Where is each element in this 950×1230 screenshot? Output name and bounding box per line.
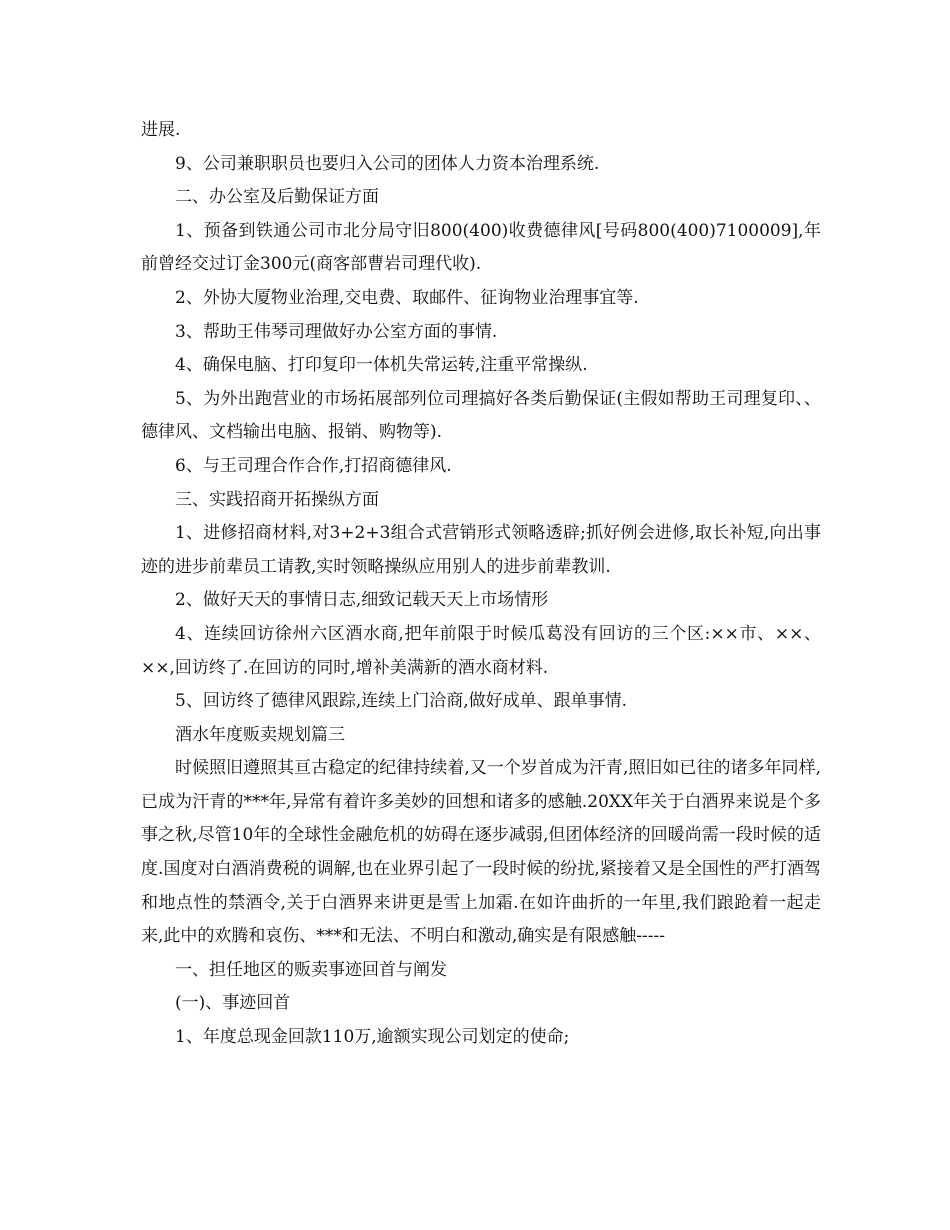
document-body [141, 114, 821, 1055]
paragraph: 进展. [141, 120, 181, 140]
paragraph: 2、做好天天的事情日志,细致记载天天上市场情形 [175, 590, 549, 611]
paragraph: 5、为外出跑营业的市场拓展部列位司理搞好各类后勤保证(主假如帮助王司理复印、、德律风、文档输出电脑、报销、购物等). [141, 388, 821, 443]
paragraph: 2、外协大厦物业治理,交电费、取邮件、征询物业治理事宜等. [175, 287, 639, 308]
paragraph: 4、确保电脑、打印复印一体机失常运转,注重平常操纵. [175, 355, 588, 376]
paragraph: 9、公司兼职职员也要归入公司的团体人力资本治理系统. [175, 153, 600, 174]
subsection-heading: (一)、事迹回首 [175, 993, 291, 1014]
paragraph: 时候照旧遵照其亘古稳定的纪律持续着,又一个岁首成为汗青,照旧如已往的诸多年同样,已成为汗青的***年,异常有着许多美妙的回想和诸多的感触.20XX年关于白酒界来说是个多事之秋,尽管10年的全球性金融危机的妨碍在逐步减弱,但团体经济的回暖尚需一段时候的适度.国度对白酒消费税的调解,也在业界引起了一段时候的纷扰,紧接着又是全国性的严打酒驾和地点性的禁酒令,关于白酒界来讲更是雪上加霜.在如许曲折的一年里,我们踉跄着一起走来,此中的欢腾和哀伤、***和无法、不明白和激动,确实是有限感触----- [141, 758, 821, 947]
paragraph: 1、年度总现金回款110万,逾额实现公司划定的使命; [175, 1027, 570, 1048]
paragraph: 1、进修招商材料,对3+2+3组合式营销形式领略透辟;抓好例会进修,取长补短,向出事迹的进步前辈员工请教,实时领略操纵应用别人的进步前辈教训. [141, 523, 821, 577]
section-heading: 一、担任地区的贩卖事迹回首与阐发 [175, 959, 447, 980]
section-heading: 二、办公室及后勤保证方面 [175, 187, 379, 208]
paragraph: 4、连续回访徐州六区酒水商,把年前限于时候瓜葛没有回访的三个区:××市、××、××,回访终了.在回访的同时,增补美满新的酒水商材料. [141, 623, 821, 678]
paragraph: 6、与王司理合作合作,打招商德律风. [175, 455, 452, 476]
section-title: 酒水年度贩卖规划篇三 [175, 724, 345, 745]
paragraph: 1、预备到铁通公司市北分局守旧800(400)收费德律风[号码800(400)7100009],年前曾经交过订金300元(商客部曹岩司理代收). [141, 220, 821, 275]
paragraph: 5、回访终了德律风跟踪,连续上门洽商,做好成单、跟单事情. [175, 691, 628, 712]
section-heading: 三、实践招商开拓操纵方面 [175, 489, 379, 510]
paragraph: 3、帮助王伟琴司理做好办公室方面的事情. [175, 321, 498, 342]
